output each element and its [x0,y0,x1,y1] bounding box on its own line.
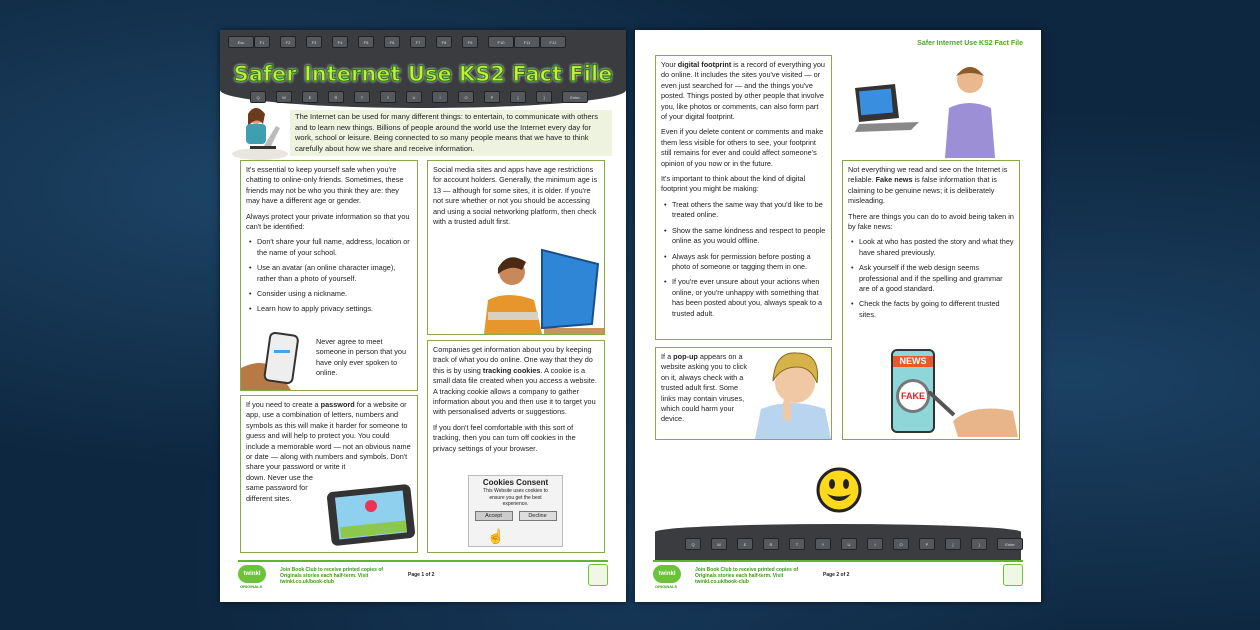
twinkl-logo: twinkl [238,565,266,583]
page-title: Safer Internet Use KS2 Fact File [233,62,613,86]
quality-badge-icon [588,564,608,586]
keyword: password [320,400,355,409]
list-item: • Treat others the same way that you'd like to be treated online. [661,200,826,221]
tablet-illustration [325,482,417,548]
keyboard-key: T [354,91,370,103]
list-item: • Consider using a nickname. [246,289,412,299]
hand-cursor-icon: ☝ [487,528,505,544]
list-item: • Ask yourself if the web design seems professional and if the spelling and grammar are of a good standard. [848,263,1014,294]
keyboard-key: O [458,91,474,103]
keyboard-key: U [406,91,422,103]
fake-label: FAKE [896,379,930,413]
keyboard-key: I [867,538,883,550]
text: Companies get information about you by keeping track of what you do online. One way that they do this is by using [433,345,593,375]
list-item: • Look at who has posted the story and what they have shared previously. [848,237,1014,258]
logo-subtitle: ORIGINALS [655,584,678,589]
keyboard-key: Enter [562,91,588,103]
list-item: • If you're ever unsure about your actions when online, or you're unhappy with something that has been posted about you, always speak to a trusted adult. [661,277,826,319]
accept-button[interactable]: Accept [475,511,513,521]
keyboard-key: Y [815,538,831,550]
keyboard-key: [ [945,538,961,550]
text: Your [661,60,678,69]
book-club-text: Join Book Club to receive printed copies of Originals stories each half-term. Visit twinkl.co.uk/book-club [695,567,799,585]
list-item: • Check the facts by going to different trusted sites. [848,299,1014,320]
girl-laptop-illustration [230,102,290,162]
list-item: • Learn how to apply privacy settings. [246,304,412,314]
text: is a record of everything you do online. It includes the sites you've visited — or even just searched for — and the things you've posted. Things posted by other people that involve you, like photos or comments, can also form part of your digital footprint. [661,60,825,122]
keyboard-strip [655,524,1021,560]
text: If you need to create a [246,400,321,409]
paragraph: down. Never use the same password for different sites. [246,472,313,503]
keyword: digital footprint [677,60,732,69]
paragraph: Always protect your private information so that you can't be identified: [246,211,410,232]
keyboard-key: F11 [514,36,540,48]
keyboard-key: Esc [228,36,254,48]
dialog-title: Cookies Consent [482,478,549,487]
page-footer [653,560,1023,590]
paragraph: Even if you delete content or comments and make them less visible for others to see, your footprint still remains for ever and could affect someone's opinion of you now or in the future. [661,127,824,168]
cookie-consent-dialog [468,475,563,547]
keyboard-key: R [763,538,779,550]
keyboard-key: Q [685,538,701,550]
keyboard-key: Enter [997,538,1023,550]
keyboard-key: F7 [410,36,426,48]
fake-news-box [842,160,1020,440]
keyboard-key: ] [971,538,987,550]
page-number: Page 2 of 2 [823,572,850,578]
twinkl-logo: twinkl [653,565,681,583]
dialog-text: This Website uses cookies to ensure you get the best experience. [483,488,548,507]
keyboard-key: Y [380,91,396,103]
password-box [240,395,418,553]
keyboard-key: F12 [540,36,566,48]
paragraph: It's essential to keep yourself safe when you're chatting to online-only friends. Sometimes, these friends may not be who you think they are: they may have a different age or gender. [246,165,404,206]
boy-computer-illustration [454,242,604,334]
keyboard-key: I [432,91,448,103]
keyboard-key: R [328,91,344,103]
paragraph: If you don't feel comfortable with this sort of tracking, then you can turn off cookies in the privacy settings of your browser. [433,422,576,453]
keyboard-key: T [789,538,805,550]
paragraph: There are things you can do to avoid being taken in by fake news: [848,211,1014,232]
page-footer [238,560,608,590]
cookies-box [427,340,605,553]
keyboard-key: U [841,538,857,550]
pop-up-box [655,347,832,440]
digital-footprint-box [655,55,832,340]
keyboard-key: F2 [280,36,296,48]
privacy-tips-list [246,237,412,314]
text: appears on a website asking you to click on it, always check with a trusted adult first. Some links may contain viruses, which could harm your device. [661,352,747,424]
list-item: • Show the same kindness and respect to people online as you would offline. [661,226,826,247]
keyboard-key: F3 [306,36,322,48]
text: If a [661,352,674,361]
keyboard-key: E [737,538,753,550]
list-item: • Use an avatar (an online character image), rather than a photo of yourself. [246,263,412,284]
thinking-boy-illustration [753,351,831,439]
text: is false information that is claiming to be genuine news; it is deliberately misleading. [848,175,997,206]
paragraph: It's important to think about the kind of digital footprint you might be making: [661,174,806,194]
list-item: • Don't share your full name, address, location or the name of your school. [246,237,412,258]
decline-button[interactable]: Decline [519,511,557,521]
keyboard-key: F6 [384,36,400,48]
smiley-icon [815,466,863,514]
online-friends-box [240,160,418,391]
keyboard-key: E [302,91,318,103]
footprint-tips-list [661,200,826,319]
keyboard-key: W [711,538,727,550]
keyboard-key: O [893,538,909,550]
keyboard-key: P [919,538,935,550]
boy-laptop-illustration [845,58,1005,158]
keyboard-key: F5 [358,36,374,48]
keyword: Fake news [875,175,913,185]
social-media-box [427,160,605,335]
keyboard-key: F9 [462,36,478,48]
keyboard-key: F10 [488,36,514,48]
page-header: Safer Internet Use KS2 Fact File [917,40,1023,47]
hand-magnifier-illustration [928,391,1018,437]
keyword: tracking cookies [482,365,541,375]
text: for a website or app, use a combination of letters, numbers and symbols as this will make it harder for someone to guess and will help to protect you. You could include a memorable word — not an obvious name or date — along with numbers and symbols. Don't share your password or write it [246,400,411,472]
keyboard-key: Q [250,91,266,103]
meeting-warning: Never agree to meet someone in person that you have only ever spoken to online. [316,337,407,378]
keyword: pop-up [673,352,698,361]
list-item: • Always ask for permission before posting a photo of someone or tagging them in one. [661,252,826,273]
keyboard-key: ] [536,91,552,103]
intro-text: The Internet can be used for many different things: to entertain, to communicate with others and to learn new things. Billions of people around the world use the Internet every day for work, school or leisure. Being connected to so many people means that we have to think carefully about how we share and receive information. [290,110,612,156]
page-number: Page 1 of 2 [408,572,435,578]
news-label: NEWS [893,356,933,367]
quality-badge-icon [1003,564,1023,586]
keyboard-key: W [276,91,292,103]
text: Not everything we read and see on the Internet is reliable. [848,165,1008,185]
keyboard-key: F1 [254,36,270,48]
page-1 [220,30,626,602]
book-club-text: Join Book Club to receive printed copies of Originals stories each half-term. Visit twinkl.co.uk/book-club [280,567,384,585]
text: . A cookie is a small data file created when you access a website. A tracking cookie allows a company to gather information about you and then use it to target you with personalised adverts or suggestions. [433,365,597,417]
paragraph: Social media sites and apps have age restrictions for account holders. Generally, the minimum age is 13 — although for some sites, it is older. If you're not sure whether or not you should be accessing and using a social networking platform, then check with a trusted adult first. [433,165,598,227]
logo-subtitle: ORIGINALS [240,584,263,589]
fake-news-tips-list [848,237,1014,320]
keyboard-key: [ [510,91,526,103]
keyboard-key: P [484,91,500,103]
page-2 [635,30,1041,602]
keyboard-key: F8 [436,36,452,48]
keyboard-key: F4 [332,36,348,48]
phone-in-hand-illustration [241,330,311,390]
